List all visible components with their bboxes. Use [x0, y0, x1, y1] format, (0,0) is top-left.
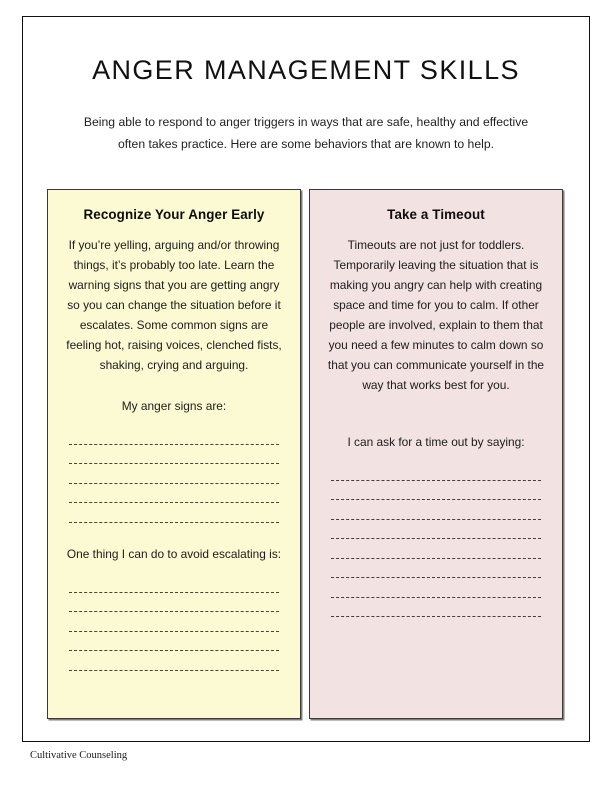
prompt-label-avoid-escalating: One thing I can do to avoid escalating is: [66, 546, 282, 561]
panel-heading-take-a-timeout: Take a Timeout [387, 207, 485, 222]
panel-take-a-timeout [309, 189, 563, 719]
panel-recognize-your-anger-early [47, 189, 301, 719]
write-in-line[interactable] [331, 500, 541, 520]
write-in-line[interactable] [331, 461, 541, 481]
write-in-line[interactable] [69, 612, 279, 632]
worksheet-page-border [22, 16, 590, 742]
write-in-line[interactable] [69, 503, 279, 523]
write-in-line[interactable] [69, 651, 279, 671]
panel-right-spacer-3 [321, 451, 551, 461]
panel-heading-recognize-your-anger-early: Recognize Your Anger Early [83, 207, 265, 222]
panel-left-spacer-3 [59, 523, 289, 545]
write-in-line[interactable] [331, 539, 541, 559]
prompt-label-my-anger-signs: My anger signs are: [121, 399, 227, 413]
write-in-line[interactable] [69, 464, 279, 484]
panels-container [47, 189, 567, 719]
panel-left-spacer-1 [59, 375, 289, 397]
write-in-lines-avoid-escalating[interactable] [59, 573, 289, 671]
prompt-label-ask-for-time-out: I can ask for a time out by saying: [347, 435, 525, 449]
panel-right-spacer-1 [321, 395, 551, 417]
write-in-line[interactable] [69, 593, 279, 613]
write-in-line[interactable] [69, 484, 279, 504]
write-in-line[interactable] [331, 578, 541, 598]
write-in-line[interactable] [69, 445, 279, 465]
write-in-line[interactable] [331, 520, 541, 540]
panel-body-take-a-timeout: Timeouts are not just for toddlers. Temporarily leaving the situation that is making you angry can help with creating space and time for you to calm. If other people are involved, explain to them that you need a few minutes to calm down so that you can communicate yourself in the way that works best for you. [327, 238, 545, 392]
write-in-line[interactable] [69, 425, 279, 445]
panel-left-spacer-2 [59, 415, 289, 425]
panel-right-spacer-2 [321, 417, 551, 433]
write-in-line[interactable] [69, 573, 279, 593]
write-in-line[interactable] [331, 559, 541, 579]
intro-paragraph: Being able to respond to anger triggers in ways that are safe, healthy and effective often takes practice. Here are some behaviors that are known to help. [83, 115, 529, 151]
panel-body-recognize-your-anger-early: If you’re yelling, arguing and/or throwing things, it’s probably too late. Learn the warning signs that you are getting angry so you can change the situation before it escalates. Some common signs are feeling hot, raising voices, clenched fists, shaking, crying and arguing. [66, 238, 282, 372]
footer-credit: Cultivative Counseling [30, 750, 128, 761]
write-in-line[interactable] [69, 632, 279, 652]
write-in-line[interactable] [331, 598, 541, 618]
write-in-line[interactable] [331, 481, 541, 501]
write-in-lines-ask-for-time-out[interactable] [321, 461, 551, 617]
page-title: ANGER MANAGEMENT SKILLS [92, 55, 520, 85]
write-in-lines-my-anger-signs[interactable] [59, 425, 289, 523]
panel-left-spacer-4 [59, 563, 289, 573]
